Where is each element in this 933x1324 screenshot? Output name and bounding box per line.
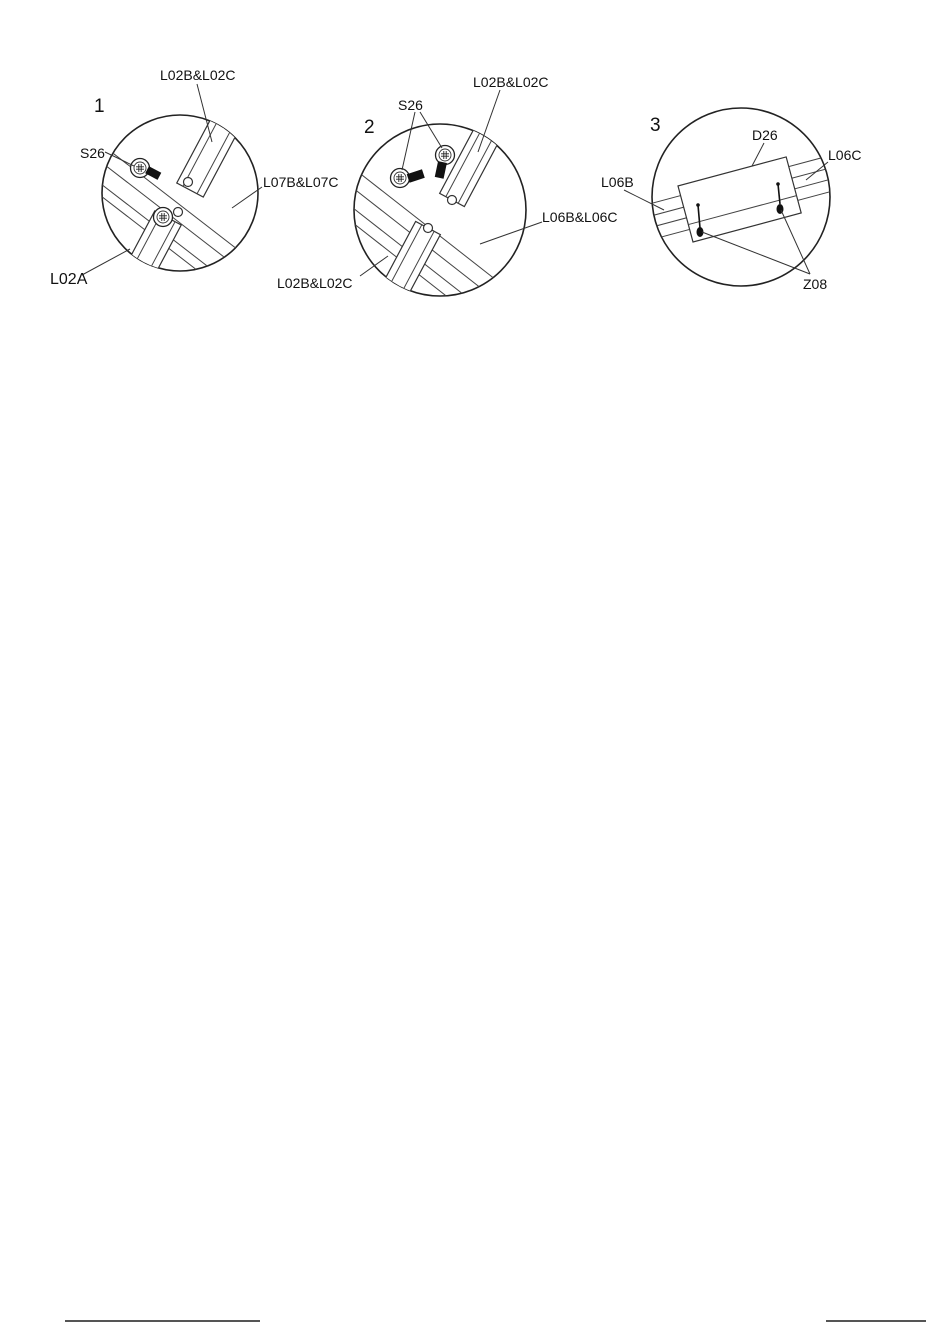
detail-figure-2 — [277, 74, 618, 385]
label-1-screw: S26 — [80, 145, 105, 161]
label-2-top: L02B&L02C — [473, 74, 549, 90]
label-1-bottom-left: L02A — [50, 271, 88, 288]
figure-number-3: 3 — [650, 115, 661, 136]
detail-figure-1 — [50, 67, 339, 342]
label-1-right: L07B&L07C — [263, 174, 339, 190]
label-3-top: D26 — [752, 127, 778, 143]
bottom-edge-rule-right — [826, 1320, 926, 1322]
label-2-screw: S26 — [398, 97, 423, 113]
label-1-top: L02B&L02C — [160, 67, 236, 83]
figure-number-1: 1 — [94, 96, 105, 117]
label-2-right: L06B&L06C — [542, 209, 618, 225]
leader-1-bottom-left — [82, 249, 130, 275]
label-3-right: L06C — [828, 147, 862, 163]
figure-number-2: 2 — [364, 117, 375, 138]
label-3-left: L06B — [601, 174, 634, 190]
label-3-bottom: Z08 — [803, 276, 828, 292]
bottom-edge-rule-left — [65, 1320, 260, 1322]
label-2-bottom: L02B&L02C — [277, 275, 353, 291]
detail-figure-3 — [601, 108, 864, 292]
